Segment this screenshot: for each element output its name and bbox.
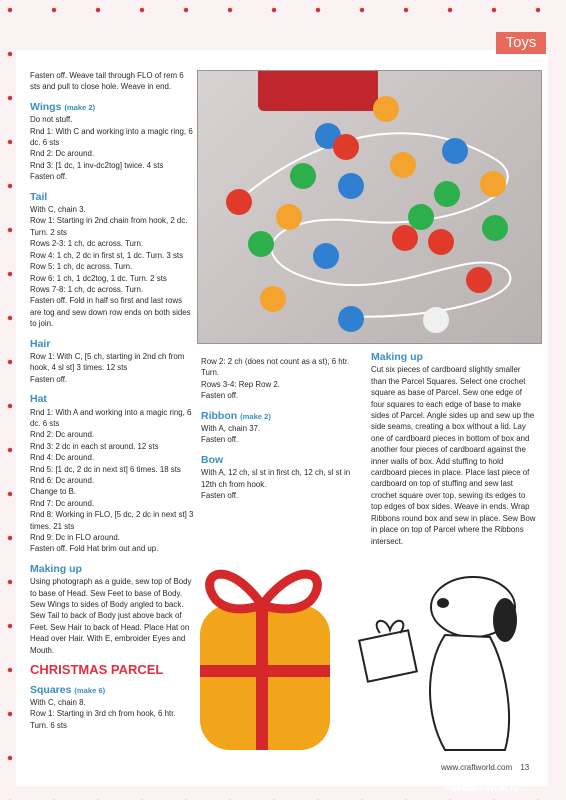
pompom-blue	[442, 138, 468, 164]
intro-text: Fasten off. Weave tail through FLO of rem 6 sts and pull to close hole. Weave in end.	[30, 71, 184, 92]
tail-line: Fasten off. Fold in half so first and last rows are tog and sew down row ends on both sides to join.	[30, 296, 191, 329]
wings-line: Rnd 1: With C and working into a magic ring, 6 dc. 6 sts	[30, 126, 193, 148]
wings-heading: Wings (make 2)	[30, 100, 96, 113]
wings-line: Do not stuff.	[30, 115, 73, 125]
column-middle	[201, 356, 361, 501]
section-tab: Toys	[496, 32, 546, 54]
pompom-red	[392, 225, 418, 251]
hat-line: Rnd 1: With A and working into a magic ring, 6 dc. 6 sts	[30, 407, 192, 428]
hat-line: Rnd 5: [1 dc, 2 dc in next st] 6 times. 18 sts	[30, 464, 181, 474]
parcel-photo	[186, 545, 341, 755]
hat-line: Change to B.	[30, 487, 77, 497]
watermark: PassionForum.ru	[445, 783, 520, 793]
squares-heading: Squares (make 6)	[30, 683, 106, 696]
hair-line: Row 1: With C, [5 ch, starting in 2nd ch from hook, 4 sl st] 3 times. 12 sts	[30, 351, 185, 373]
pompom-blue	[338, 173, 364, 199]
bow-line: With A, 12 ch, sl st in first ch, 12 ch, sl st in 12th ch from hook.	[201, 468, 351, 489]
makingup-text: Using photograph as a guide, sew top of Body to base of Head. Sew Feet to base of Body. Sew Wings to sides of Body angled to back. Sew Tail to back of Body just above back of Feet. Sew Hair to back of Head. Place Hat on Head over Hair. With E, embroider Eyes and Mouth.	[30, 577, 192, 655]
pompom-blue	[313, 243, 339, 269]
pompom-green	[434, 181, 460, 207]
hat-line: Rnd 2: Dc around.	[30, 430, 95, 440]
ribbon-heading: Ribbon (make 2)	[201, 409, 271, 422]
snoopy-illustration	[355, 565, 530, 755]
tail-line: With C, chain 3.	[30, 205, 86, 215]
pompom-red	[333, 134, 359, 160]
tail-line: Row 5: 1 ch, dc across. Turn.	[30, 262, 133, 272]
pompom-white	[423, 307, 449, 333]
tail-line: Row 6: 1 ch, 1 dc2tog, 1 dc. Turn. 2 sts	[30, 273, 167, 283]
hat-line: Fasten off. Fold Hat brim out and up.	[30, 544, 159, 554]
pompom-blue	[338, 306, 364, 332]
hat-heading: Hat	[30, 393, 47, 406]
parcel-line: Fasten off.	[201, 391, 239, 401]
tail-line: Rows 2-3: 1 ch, dc across. Turn.	[30, 239, 144, 249]
squares-line: Row 1: Starting in 3rd ch from hook, 6 htr. Turn. 6 sts	[30, 709, 176, 730]
parcel-heading: CHRISTMAS PARCEL	[30, 662, 164, 678]
hat-line: Rnd 8: Working in FLO, [5 dc, 2 dc in next st] 3 times. 21 sts	[30, 510, 194, 531]
hat-line: Rnd 3: 2 dc in each st around. 12 sts	[30, 441, 159, 451]
footer-url: www.craftworld.com	[441, 763, 513, 772]
hat-line: Rnd 6: Dc around.	[30, 476, 95, 485]
hair-line: Fasten off.	[30, 374, 68, 384]
hat-line: Rnd 7: Dc around.	[30, 498, 95, 508]
wings-line: Fasten off.	[30, 172, 68, 182]
column-left	[30, 70, 195, 731]
wings-line: Rnd 3: [1 dc, 1 inv-dc2tog] twice. 4 sts	[30, 160, 164, 170]
makingup2-heading: Making up	[371, 351, 423, 363]
footer	[441, 763, 529, 772]
tail-line: Rows 7-8: 1 ch, dc across. Turn.	[30, 284, 144, 294]
pompom-orange	[276, 204, 302, 230]
tail-line: Row 4: 1 ch, 2 dc in first st, 1 dc. Turn. 3 sts	[30, 250, 184, 260]
tail-line: Row 1: Starting in 2nd chain from hook, 2 dc. Turn. 2 sts	[30, 216, 188, 237]
ribbon-line: With A, chain 37.	[201, 424, 261, 434]
hat-line: Rnd 4: Dc around.	[30, 453, 95, 463]
pompom-orange	[390, 152, 416, 178]
squares-line: With C, chain 8.	[30, 697, 86, 707]
ribbon-line: Fasten off.	[201, 435, 239, 445]
column-right	[371, 352, 536, 547]
pompom-orange	[480, 171, 506, 197]
bow-line: Fasten off.	[201, 491, 239, 501]
pompom-orange	[373, 96, 399, 122]
makingup-heading: Making up	[30, 562, 82, 575]
wings-line: Rnd 2: Dc around.	[30, 149, 95, 159]
pompom-red	[226, 189, 252, 215]
hair-heading: Hair	[30, 337, 51, 350]
pompom-green	[290, 163, 316, 189]
garland-photo	[197, 70, 542, 344]
parcel-line: Rows 3-4: Rep Row 2.	[201, 379, 280, 389]
pompom-orange	[260, 286, 286, 312]
makingup2-text: Cut six pieces of cardboard slightly smaller than the Parcel Squares. Select one crochet square as base of Parcel. Sew one edge of four squares to each edge of base to make sides of Parcel. Angle sides up and sew up the side seams, creating a box without a lid. Lay one of cardboard pieces in bottom of box and another four pieces of cardboard against the inner walls of box. Add stuffing to hold cardboard pieces in place. Place last piece of cardboard on top of stuffing and sew last crochet square over top, sewing its edges to top edges of box sides. Weave in ends. Wrap Ribbons round box and sew in place. Sew Bow in place on top of Parcel where the Ribbons intersect.	[371, 365, 536, 546]
pompom-green	[482, 215, 508, 241]
pompom-red	[466, 267, 492, 293]
pompom-green	[248, 231, 274, 257]
page-number: 13	[520, 763, 530, 772]
bow-heading: Bow	[201, 453, 224, 466]
parcel-line: Row 2: 2 ch (does not count as a st), 6 htr. Turn.	[201, 357, 350, 378]
hat-line: Rnd 9: Dc in FLO around.	[30, 533, 120, 543]
tail-heading: Tail	[30, 190, 48, 203]
pompom-red	[428, 229, 454, 255]
